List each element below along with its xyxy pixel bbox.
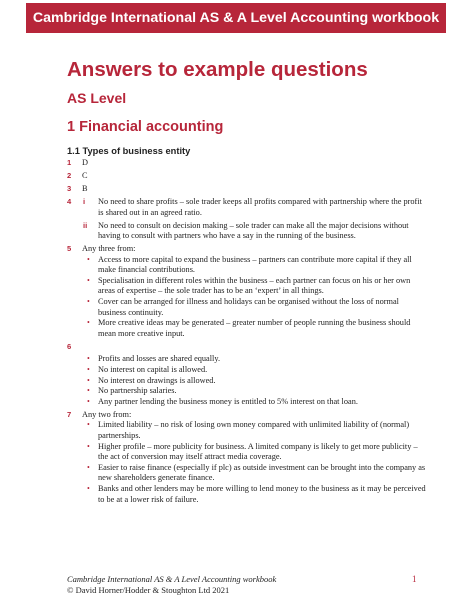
part-label: ii: [83, 220, 88, 230]
bullet-icon: •: [87, 254, 90, 264]
list-item: • Profits and losses are shared equally.: [87, 354, 221, 364]
answer-text: No need to share profits – sole trader keeps all profits compared with partnership where the profit is shared out in an agreed ratio.: [98, 196, 422, 217]
part-label: i: [83, 196, 86, 206]
list-item: • More creative ideas may be generated – greater number of people running the business should mean more creative input.: [87, 318, 411, 338]
bullet-icon: •: [87, 318, 90, 328]
bullet-icon: •: [87, 386, 90, 396]
answer-4-part-ii: [0, 221, 474, 242]
list-item: • Specialisation in different roles within the business – each partner can focus on his or her own areas of expertise – the sole trader has to be an ‘expert’ in all things.: [87, 275, 411, 296]
answer-1: [0, 158, 474, 169]
answer-text: C: [82, 170, 88, 180]
list-item: • No interest on capital is allowed.: [87, 365, 208, 375]
bullet-icon: •: [87, 365, 90, 375]
page-footer: [67, 574, 276, 596]
answer-2: [0, 171, 474, 182]
list-item: • Higher profile – more publicity for business. A limited company is likely to get more publicity – the act of conversion may itself attract media coverage.: [87, 441, 418, 462]
list-item: • Limited liability – no risk of losing own money compared with unlimited liability of (normal) partnerships.: [87, 420, 410, 440]
answer-6: [0, 342, 474, 355]
answer-intro: Any three from:: [82, 244, 136, 254]
bullet-icon: •: [87, 462, 90, 472]
question-number: 6: [67, 341, 72, 351]
list-item: • No interest on drawings is allowed.: [87, 375, 216, 385]
question-number: 5: [67, 244, 72, 254]
answer-3: [0, 184, 474, 195]
footer-copyright: © David Horner/Hodder & Stoughton Ltd 2021: [67, 585, 230, 595]
question-number: 3: [67, 183, 72, 193]
bullet-icon: •: [87, 396, 90, 406]
answer-intro: Any two from:: [82, 409, 132, 419]
bullet-icon: •: [87, 297, 90, 307]
list-item: • No partnership salaries.: [87, 386, 177, 396]
question-number: 4: [67, 196, 72, 206]
bullet-icon: •: [87, 483, 90, 493]
bullet-icon: •: [87, 420, 90, 430]
list-item: • Banks and other lenders may be more willing to lend money to the business as it may be perceived to be at a lower risk of failure.: [87, 483, 426, 504]
header-banner: Cambridge International AS & A Level Accounting workbook: [26, 3, 446, 33]
answer-5: [0, 244, 474, 255]
page-number: 1: [412, 574, 417, 584]
list-item: • Any partner lending the business money is entitled to 5% interest on that loan.: [87, 396, 358, 406]
answers-list: [0, 158, 474, 505]
list-item: • Cover can be arranged for illness and holidays can be organised without the loss of normal business continuity.: [87, 297, 399, 317]
page-title: Answers to example questions: [67, 58, 368, 81]
question-number: 2: [67, 170, 72, 180]
section-heading: 1.1 Types of business entity: [67, 146, 191, 156]
question-number: 7: [67, 409, 72, 419]
answer-text: D: [82, 158, 88, 167]
bullet-icon: •: [87, 441, 90, 451]
level-heading: AS Level: [67, 90, 127, 106]
bullet-icon: •: [87, 375, 90, 385]
answer-text: No need to consult on decision making – sole trader can make all the major decisions without having to consult with partners who have a say in the running of the business.: [98, 220, 409, 241]
list-item: • Access to more capital to expand the business – partners can contribute more capital if they all make financial contributions.: [87, 254, 412, 275]
answer-text: B: [82, 183, 88, 193]
answer-7: [0, 410, 474, 421]
question-number: 1: [67, 158, 72, 167]
bullet-icon: •: [87, 354, 90, 364]
answer-4: [0, 197, 474, 218]
list-item: • Easier to raise finance (especially if plc) as outside investment can be brought into the company as new shareholders generate finance.: [87, 462, 426, 483]
bullet-icon: •: [87, 275, 90, 285]
chapter-heading: 1 Financial accounting: [67, 119, 224, 135]
footer-workbook-title: Cambridge International AS & A Level Accounting workbook: [67, 574, 277, 584]
